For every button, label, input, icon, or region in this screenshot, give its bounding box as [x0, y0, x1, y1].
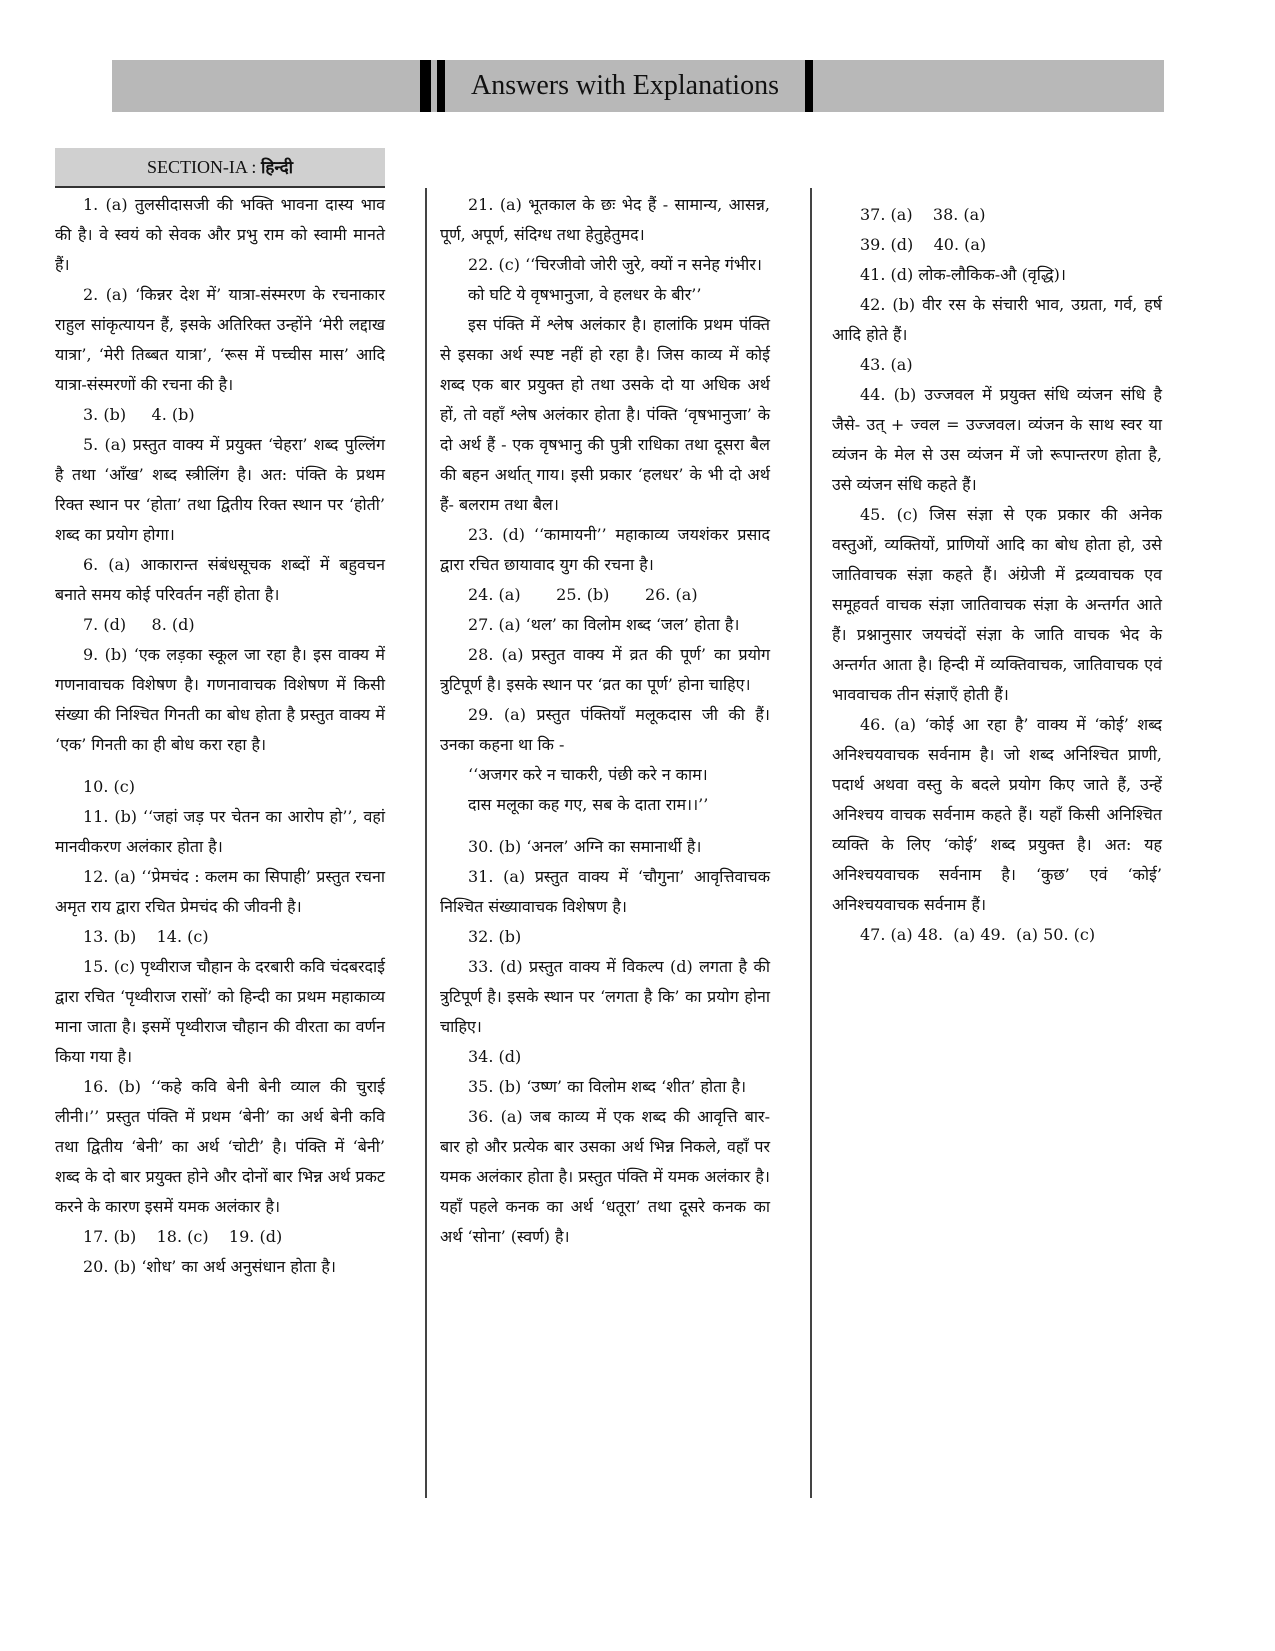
answer-22-verse: को घटि ये वृषभानुजा, वे हलधर के बीर’’ — [468, 285, 702, 304]
answer-28: 28. (a) प्रस्तुत वाक्य में व्रत की पूर्ण’ का प्रयोग त्रुटिपूर्ण है। इसके स्थान पर ‘व्रत का पूर्ण’ होना चाहिए। — [440, 645, 770, 694]
answer-9: 9. (b) ‘एक लड़का स्कूल जा रहा है। इस वाक्य में गणनावाचक विशेषण है। गणनावाचक विशेषण में किसी संख्या की निश्चित गिनती का बोध होता है प्रस्तुत वाक्य में ‘एक’ गिनती का ही बोध करा रहा है। — [55, 645, 385, 754]
answer-3-4: 3. (b) 4. (b) — [83, 405, 195, 424]
answer-5: 5. (a) प्रस्तुत वाक्य में प्रयुक्त ‘चेहरा’ शब्द पुल्लिंग है तथा ‘आँख’ शब्द स्त्रीलिंग है। अत: पंक्ति के प्रथम रिक्त स्थान पर ‘होता’ तथा द्वितीय रिक्त स्थान पर ‘होती’ शब्द का प्रयोग होगा। — [55, 435, 385, 544]
section-label-hindi: हिन्दी — [260, 158, 294, 178]
answer-35: 35. (b) ‘उष्ण’ का विलोम शब्द ‘शीत’ होता है। — [468, 1077, 747, 1096]
column-middle — [440, 190, 770, 1252]
answer-11: 11. (b) ‘‘जहां जड़ पर चेतन का आरोप हो’’, वहां मानवीकरण अलंकार होता है। — [55, 807, 385, 856]
answer-44: 44. (b) उज्जवल में प्रयुक्त संधि व्यंजन संधि है जैसे- उत् + ज्वल = उज्जवल। व्यंजन के साथ स्वर या व्यंजन के मेल से उस व्यंजन में जो रूपान्तरण होता है, उसे व्यंजन संधि कहते हैं। — [832, 385, 1162, 494]
page-title: Answers with Explanations — [445, 60, 805, 112]
answer-21: 21. (a) भूतकाल के छः भेद हैं - सामान्य, आसन्न, पूर्ण, अपूर्ण, संदिग्ध तथा हेतुहेतुमद। — [440, 195, 770, 244]
answer-15: 15. (c) पृथ्वीराज चौहान के दरबारी कवि चंदबरदाई द्वारा रचित ‘पृथ्वीराज रासों’ को हिन्दी का प्रथम महाकाव्य माना जाता है। इसमें पृथ्वीराज चौहान की वीरता का वर्णन किया गया है। — [55, 957, 385, 1066]
answer-29-verse-1: ‘‘अजगर करे न चाकरी, पंछी करे न काम। — [468, 765, 708, 784]
answer-1: 1. (a) तुलसीदासजी की भक्ति भावना दास्य भाव की है। वे स्वयं को सेवक और प्रभु राम को स्वामी मानते हैं। — [55, 195, 385, 274]
answer-27: 27. (a) ‘थल’ का विलोम शब्द ‘जल’ होता है। — [468, 615, 740, 634]
answer-34: 34. (d) — [468, 1047, 522, 1066]
column-divider-left — [425, 188, 427, 1498]
answer-47-50: 47. (a) 48. (a) 49. (a) 50. (c) — [860, 925, 1096, 944]
answer-29-verse-2: दास मलूका कह गए, सब के दाता राम।।’’ — [468, 795, 709, 814]
answer-36: 36. (a) जब काव्य में एक शब्द की आवृत्ति बार-बार हो और प्रत्येक बार उसका अर्थ भिन्न निकले, वहाँ पर यमक अलंकार होता है। प्रस्तुत पंक्ति में यमक अलंकार है। यहाँ पहले कनक का अर्थ ‘धतूरा’ तथा दूसरे कनक का अर्थ ‘सोना’ (स्वर्ण) है। — [440, 1107, 770, 1246]
answer-6: 6. (a) आकारान्त संबंधसूचक शब्दों में बहुवचन बनाते समय कोई परिवर्तन नहीं होता है। — [55, 555, 385, 604]
answer-22: 22. (c) ‘‘चिरजीवो जोरी जुरे, क्यों न सनेह गंभीर। — [468, 255, 762, 274]
answer-32: 32. (b) — [468, 927, 522, 946]
section-label: SECTION-IA : — [146, 157, 261, 177]
column-right — [832, 200, 1162, 950]
answer-33: 33. (d) प्रस्तुत वाक्य में विकल्प (d) लगता है की त्रुटिपूर्ण है। इसके स्थान पर ‘लगता है कि’ का प्रयोग होना चाहिए। — [440, 957, 770, 1036]
answer-17-19: 17. (b) 18. (c) 19. (d) — [83, 1227, 283, 1246]
answer-10: 10. (c) — [83, 777, 135, 796]
answer-16: 16. (b) ‘‘कहे कवि बेनी बेनी व्याल की चुराई लीनी।’’ प्रस्तुत पंक्ति में प्रथम ‘बेनी’ का अर्थ बेनी कवि तथा द्वितीय ‘बेनी’ का अर्थ ‘चोटी’ है। पंक्ति में ‘बेनी’ शब्द के दो बार प्रयुक्त होने और दोनों बार भिन्न अर्थ प्रकट करने के कारण इसमें यमक अलंकार है। — [55, 1077, 385, 1216]
answer-13-14: 13. (b) 14. (c) — [83, 927, 209, 946]
answer-37-38: 37. (a) 38. (a) — [860, 205, 986, 224]
answer-45: 45. (c) जिस संज्ञा से एक प्रकार की अनेक वस्तुओं, व्यक्तियों, प्राणियों आदि का बोध होता हो, उसे जातिवाचक संज्ञा कहते हैं। अंग्रेजी में द्रव्यवाचक एव समूहवर्त वाचक संज्ञा जातिवाचक संज्ञा के अन्तर्गत आते हैं। प्रश्नानुसार जयचंदों संज्ञा के जाति वाचक भेद के अन्तर्गत आता है। हिन्दी में व्यक्तिवाचक, जातिवाचक एवं भाववाचक तीन संज्ञाएँ होती हैं। — [832, 505, 1162, 704]
answer-30: 30. (b) ‘अनल’ अग्नि का समानार्थी है। — [468, 837, 702, 856]
answer-22-explanation: इस पंक्ति में श्लेष अलंकार है। हालांकि प्रथम पंक्ति से इसका अर्थ स्पष्ट नहीं हो रहा है। जिस काव्य में कोई शब्द एक बार प्रयुक्त हो तथा उसके दो या अधिक अर्थ हों, तो वहाँ श्लेष अलंकार होता है। पंक्ति ‘वृषभानुजा’ के दो अर्थ हैं - एक वृषभानु की पुत्री राधिका तथा दूसरा बैल की बहन अर्थात् गाय। इसी प्रकार ‘हलधर’ के भी दो अर्थ हैं- बलराम तथा बैल। — [440, 315, 770, 514]
answer-46: 46. (a) ‘कोई आ रहा है’ वाक्य में ‘कोई’ शब्द अनिश्चयवाचक सर्वनाम है। जो शब्द अनिश्चित प्राणी, पदार्थ अथवा वस्तु के बदले प्रयोग किए जाते हैं, उन्हें अनिश्चय वाचक सर्वनाम कहते हैं। यहाँ किसी अनिश्चित व्यक्ति के लिए ‘कोई’ शब्द प्रयुक्त है। अत: यह अनिश्चयवाचक सर्वनाम है। ‘कुछ’ एवं ‘कोई’ अनिश्चयवाचक सर्वनाम हैं। — [832, 715, 1162, 914]
answer-43: 43. (a) — [860, 355, 913, 374]
column-left — [55, 190, 385, 1282]
answer-29: 29. (a) प्रस्तुत पंक्तियाँ मलूकदास जी की हैं। उनका कहना था कि - — [440, 705, 770, 754]
column-divider-right — [810, 188, 812, 1498]
section-heading — [55, 148, 385, 188]
answer-39-40: 39. (d) 40. (a) — [860, 235, 987, 254]
answer-23: 23. (d) ‘‘कामायनी’’ महाकाव्य जयशंकर प्रसाद द्वारा रचित छायावाद युग की रचना है। — [440, 525, 770, 574]
answer-42: 42. (b) वीर रस के संचारी भाव, उग्रता, गर्व, हर्ष आदि होते हैं। — [832, 295, 1162, 344]
answer-24-26: 24. (a) 25. (b) 26. (a) — [468, 585, 698, 604]
answer-12: 12. (a) ‘‘प्रेमचंद : कलम का सिपाही’ प्रस्तुत रचना अमृत राय द्वारा रचित प्रेमचंद की जीवनी है। — [55, 867, 385, 916]
banner-bar-left — [420, 60, 431, 112]
answer-31: 31. (a) प्रस्तुत वाक्य में ‘चौगुना’ आवृत्तिवाचक निश्चित संख्यावाचक विशेषण है। — [440, 867, 770, 916]
answer-20: 20. (b) ‘शोध’ का अर्थ अनुसंधान होता है। — [83, 1257, 336, 1276]
answer-41: 41. (d) लोक-लौकिक-औ (वृद्धि)। — [860, 265, 1066, 284]
answer-2: 2. (a) ‘किन्नर देश में’ यात्रा-संस्मरण के रचनाकार राहुल सांकृत्यायन हैं, इसके अतिरिक्त उन्होंने ‘मेरी लद्दाख यात्रा’, ‘मेरी तिब्बत यात्रा’, ‘रूस में पच्चीस मास’ आदि यात्रा-संस्मरणों की रचना की है। — [55, 285, 385, 394]
answer-7-8: 7. (d) 8. (d) — [83, 615, 195, 634]
